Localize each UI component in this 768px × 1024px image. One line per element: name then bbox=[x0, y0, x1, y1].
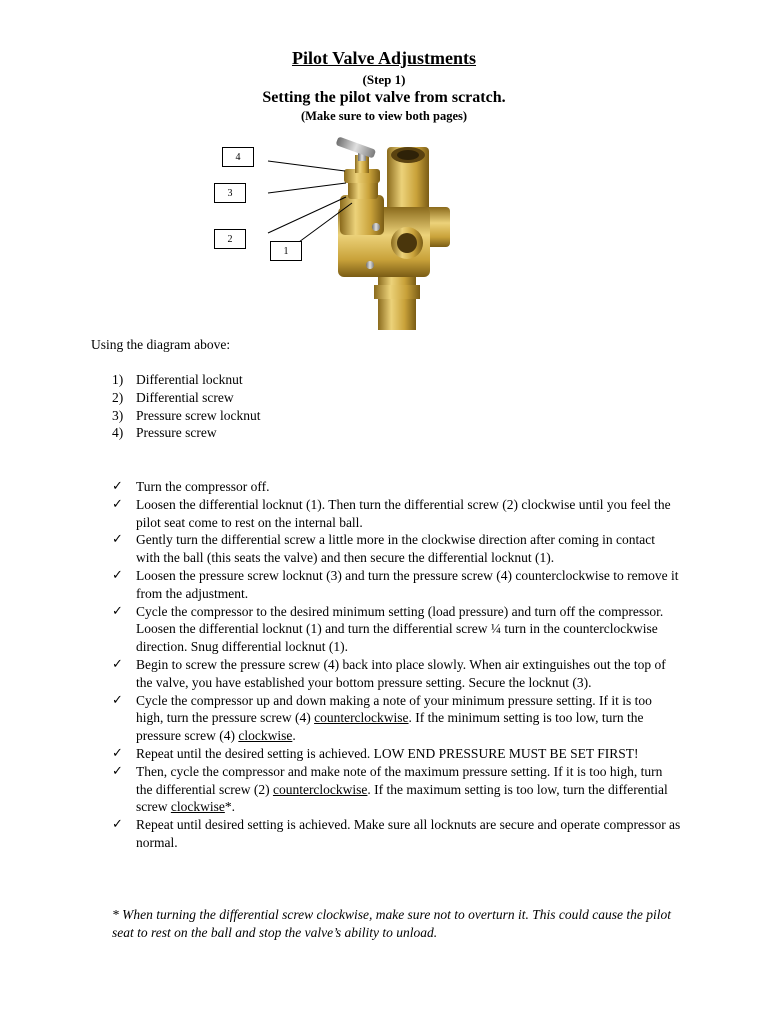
step-item bbox=[112, 478, 682, 496]
checkmark-icon: ✓ bbox=[112, 496, 123, 512]
footnote: * When turning the differential screw clockwise, make sure not to overturn it. This could cause the pilot seat to rest on the ball and stop the valve’s ability to unload. bbox=[112, 907, 672, 940]
step-item bbox=[112, 745, 682, 763]
pilot-valve-figure bbox=[200, 135, 470, 335]
step-text: . bbox=[292, 728, 296, 744]
checkmark-icon: ✓ bbox=[112, 479, 123, 494]
step-item bbox=[112, 567, 682, 603]
callout-3: 3 bbox=[214, 183, 246, 203]
parts-list-label: Pressure screw bbox=[136, 425, 217, 441]
page-title: Pilot Valve Adjustments bbox=[291, 48, 477, 68]
step-text: Repeat until the desired setting is achieved. LOW END PRESSURE MUST BE SET FIRST! bbox=[136, 745, 639, 761]
view-both-pages-note: (Make sure to view both pages) bbox=[300, 109, 468, 123]
parts-list-item bbox=[112, 424, 260, 442]
parts-list-item bbox=[112, 371, 260, 389]
parts-list-number: 3) bbox=[112, 407, 124, 423]
checkmark-icon: ✓ bbox=[112, 817, 123, 833]
step-text: Loosen the pressure screw locknut (3) and turn the pressure screw (4) counterclockwise to remove it from the adjustment. bbox=[136, 567, 679, 601]
callout-2: 2 bbox=[214, 229, 246, 249]
checkmark-icon: ✓ bbox=[112, 656, 123, 672]
parts-list-number: 4) bbox=[112, 425, 124, 441]
step-text: . If the minimum setting is too low, turn the pressure screw (4) bbox=[136, 710, 644, 744]
step-text: Cycle the compressor to the desired minimum setting (load pressure) and turn off the compressor. Loosen the differential locknut (1) and turn the differential screw ¼ turn in the counterclockwise direction. Snug differential locknut (1). bbox=[136, 603, 664, 655]
step-label: (Step 1) bbox=[362, 72, 406, 87]
checkmark-icon: ✓ bbox=[112, 532, 123, 548]
underlined-term: clockwise bbox=[170, 799, 225, 815]
page-subtitle: Setting the pilot valve from scratch. bbox=[262, 89, 506, 106]
step-text: Cycle the compressor up and down making a note of your minimum pressure setting. If it is too high, turn the pressure screw (4) bbox=[136, 692, 652, 726]
parts-list-number: 1) bbox=[112, 372, 124, 387]
checkmark-icon: ✓ bbox=[112, 567, 123, 583]
checkmark-icon: ✓ bbox=[112, 692, 123, 708]
parts-list bbox=[112, 371, 260, 442]
callout-1: 1 bbox=[270, 241, 302, 261]
step-item bbox=[112, 496, 682, 532]
parts-list-label: Pressure screw locknut bbox=[136, 407, 261, 423]
intro-text: Using the diagram above: bbox=[91, 337, 231, 352]
step-item bbox=[112, 763, 682, 816]
parts-list-number: 2) bbox=[112, 389, 124, 405]
step-text: Turn the compressor off. bbox=[136, 479, 270, 494]
step-text: *. bbox=[224, 799, 235, 815]
underlined-term: counterclockwise bbox=[272, 781, 368, 797]
underlined-term: counterclockwise bbox=[314, 710, 409, 726]
parts-list-label: Differential locknut bbox=[136, 372, 243, 387]
step-text: Loosen the differential locknut (1). Then turn the differential screw (2) clockwise until you feel the pilot seat come to rest on the internal ball. bbox=[136, 496, 671, 530]
step-item bbox=[112, 656, 682, 692]
step-text: Then, cycle the compressor and make note of the maximum pressure setting. If it is too high, turn the differential screw (2) bbox=[136, 763, 663, 797]
parts-list-label: Differential screw bbox=[136, 389, 234, 405]
callout-4: 4 bbox=[222, 147, 254, 167]
checkmark-icon: ✓ bbox=[112, 603, 123, 619]
step-item bbox=[112, 531, 682, 567]
step-text: Gently turn the differential screw a little more in the clockwise direction after coming in contact with the ball (this seats the valve) and then secure the differential locknut (1). bbox=[136, 532, 655, 566]
step-item bbox=[112, 816, 682, 852]
parts-list-item bbox=[112, 407, 260, 425]
instruction-steps bbox=[112, 478, 682, 852]
step-item bbox=[112, 692, 682, 745]
checkmark-icon: ✓ bbox=[112, 763, 123, 779]
step-item bbox=[112, 603, 682, 656]
step-text: Repeat until desired setting is achieved. Make sure all locknuts are secure and operate compressor as normal. bbox=[136, 817, 681, 850]
step-text: . If the maximum setting is too low, turn the differential screw bbox=[136, 781, 668, 815]
checkmark-icon: ✓ bbox=[112, 745, 123, 761]
parts-list-item bbox=[112, 389, 260, 407]
step-text: Begin to screw the pressure screw (4) back into place slowly. When air extinguishes out the top of the valve, you have established your bottom pressure setting. Secure the locknut (3). bbox=[136, 656, 666, 690]
underlined-term: clockwise bbox=[238, 728, 293, 744]
